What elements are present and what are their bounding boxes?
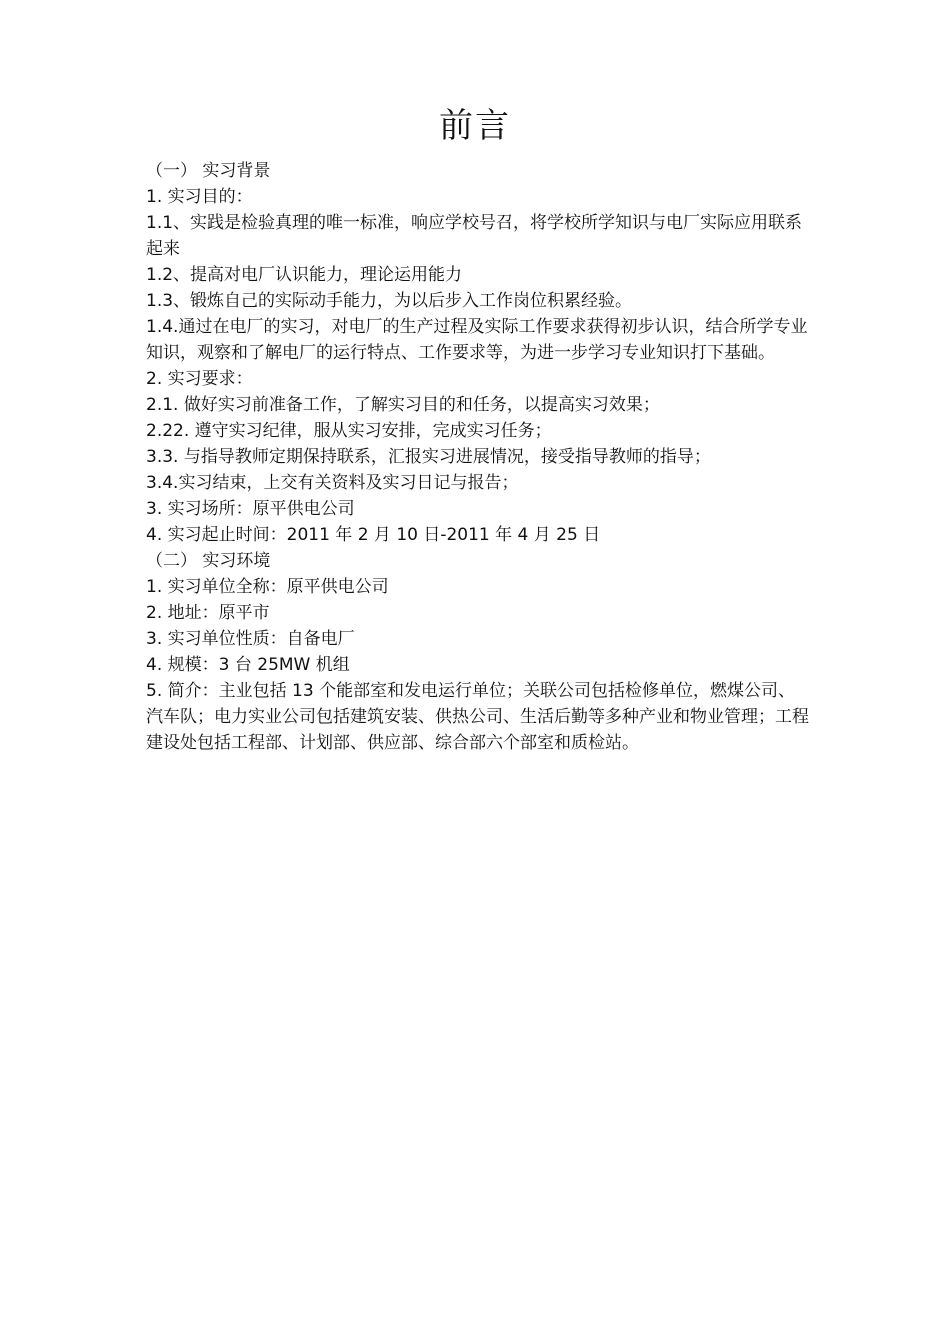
paragraph-requirements: 2. 实习要求： xyxy=(146,369,253,389)
paragraph-unit-name: 1. 实习单位全称：原平供电公司 xyxy=(146,577,389,597)
paragraph-address: 2. 地址：原平市 xyxy=(146,603,270,623)
section-heading-environment: （二） 实习环境 xyxy=(146,551,271,571)
paragraph-introduction: 5. 简介：主业包括 13 个能部室和发电运行单位；关联公司包括检修单位，燃煤公司、汽车队；电力实业公司包括建筑安装、供热公司、生活后勤等多种产业和物业管理；工程建设处包括工程部、计划部、供应部、综合部六个部室和质检站。 xyxy=(146,681,809,753)
paragraph-purpose-1-3: 1.3、锻炼自己的实际动手能力，为以后步入工作岗位积累经验。 xyxy=(146,291,633,311)
paragraph-unit-type: 3. 实习单位性质：自备电厂 xyxy=(146,629,355,649)
section-heading-background: （一） 实习背景 xyxy=(146,161,271,181)
paragraph-purpose-1-4: 1.4.通过在电厂的实习，对电厂的生产过程及实际工作要求获得初步认识，结合所学专业知识，观察和了解电厂的运行特点、工作要求等，为进一步学习专业知识打下基础。 xyxy=(146,317,808,363)
paragraph-purpose-1-2: 1.2、提高对电厂认识能力，理论运用能力 xyxy=(146,265,463,285)
paragraph-scale: 4. 规模：3 台 25MW 机组 xyxy=(146,655,350,675)
paragraph-location: 3. 实习场所：原平供电公司 xyxy=(146,499,355,519)
page-title: 前言 xyxy=(439,106,511,146)
paragraph-requirement-2-22: 2.22. 遵守实习纪律，服从实习安排，完成实习任务； xyxy=(146,421,552,441)
paragraph-requirement-2-1: 2.1. 做好实习前准备工作，了解实习目的和任务，以提高实习效果； xyxy=(146,395,660,415)
paragraph-requirement-3-4: 3.4.实习结束，上交有关资料及实习日记与报告； xyxy=(146,473,519,493)
paragraph-requirement-3-3: 3.3. 与指导教师定期保持联系，汇报实习进展情况，接受指导教师的指导； xyxy=(146,447,711,467)
paragraph-purpose-1-1: 1.1、实践是检验真理的唯一标准，响应学校号召，将学校所学知识与电厂实际应用联系起来 xyxy=(146,213,803,259)
paragraph-period: 4. 实习起止时间：2011 年 2 月 10 日-2011 年 4 月 25 日 xyxy=(146,525,601,545)
document-body xyxy=(146,158,812,756)
paragraph-purpose: 1. 实习目的： xyxy=(146,187,253,207)
